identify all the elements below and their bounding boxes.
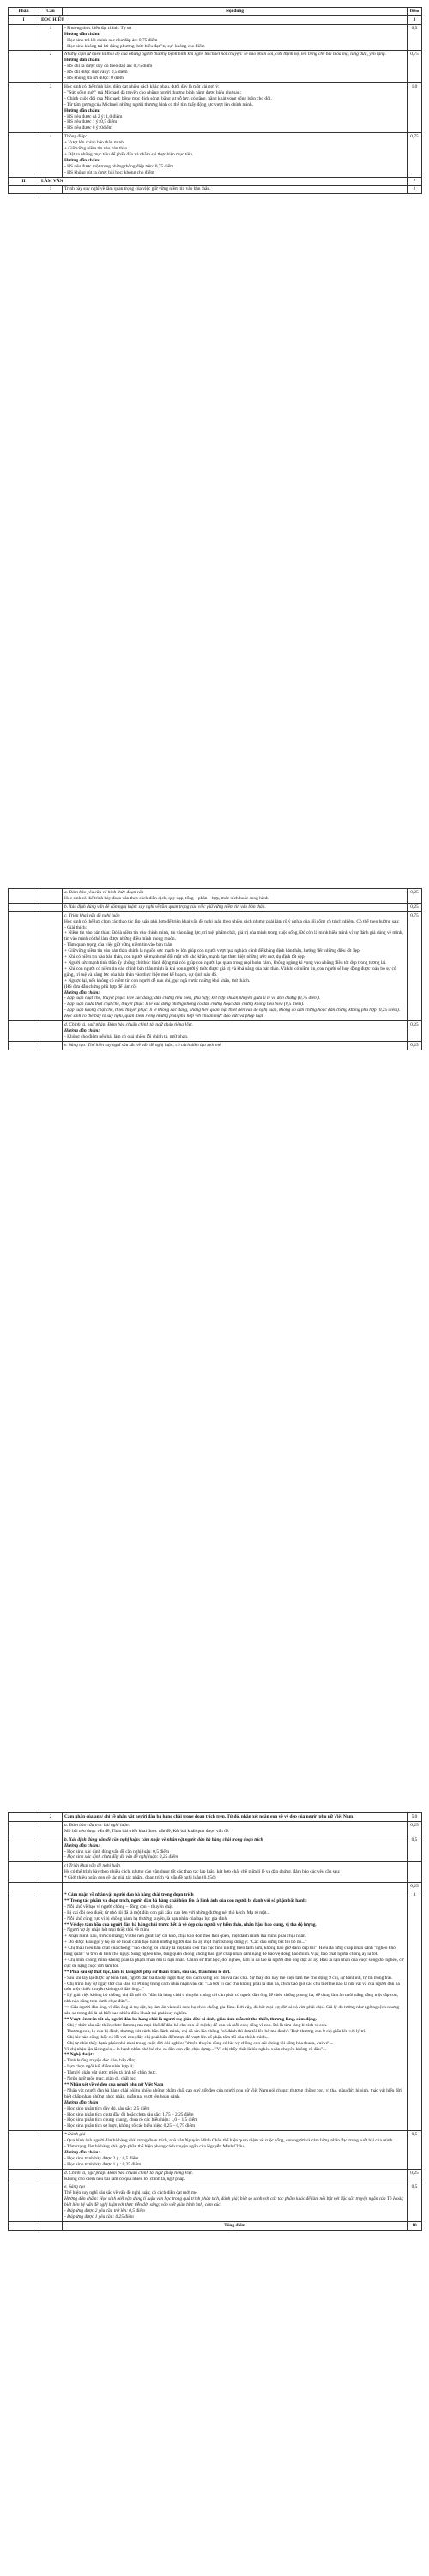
answer-line: - Học sinh trả lời chính xác như đáp án: 0,75 điểm [64, 37, 158, 43]
answer-line: (HS đưa dẫn chứng phù hợp để làm rõ) [64, 984, 137, 990]
essay-criteria-paragraph [9, 889, 422, 1050]
answer-line: ** Trong tác phẩm và đoạn trích, người đàn bà hàng chài hiện lên là hình ảnh của con người bị đánh với số phận bất hạnh: [64, 1897, 307, 1903]
answer-line: + Người sức mạnh tinh thần ấy không chỉ thúc hành động mà còn giúp con người lạc quan trong mọi hoàn cảnh, không ngừng kì vọng vào những điều tốt đẹp trong tương lai. [64, 959, 387, 965]
answer-line: + Ngược lại, nếu không có niềm tin con người dễ nản chí, gục ngã trước những khó khăn, thử thách. [64, 977, 251, 984]
total-label: Tổng điểm [63, 2221, 408, 2230]
section-row-reading [9, 15, 422, 24]
answer-content [63, 1862, 408, 1883]
answer-line: a. Đảm bảo yêu cầu về hình thức đoạn văn [64, 890, 144, 895]
answer-line: e. Sáng tạo: Thể hiện suy nghĩ sâu sắc về vấn đề nghị luận; có cách diễn đạt mới mẻ [64, 1042, 221, 1048]
answer-content [63, 24, 408, 51]
answer-content [63, 51, 408, 83]
answer-line: - HS nêu được 0 ý: 0điểm [64, 125, 112, 131]
answer-line: Hướng dẫn chấm: [64, 58, 100, 64]
answer-line: - Tình huống truyện độc đáo, hấp dẫn; [64, 2058, 136, 2064]
answer-line: * Cảm nhận về nhân vật người đàn bà hàng chài trong đoạn trích [64, 1891, 194, 1897]
section-score: 3 [408, 15, 422, 24]
answer-line: * Giới thiệu ngắn gọn về tác giả, tác phẩm, đoạn trích và vấn đề nghị luận (0,25đ) [64, 1875, 216, 1881]
row-score: 0,5 [408, 24, 422, 51]
table-row [9, 1021, 422, 1042]
answer-line: - Tầm quan trọng của việc giữ vững niềm tin vào bản thân [64, 942, 172, 948]
table-row [9, 903, 422, 911]
answer-line: Hướng dẫn chấm: [64, 157, 100, 163]
answer-line: ** Vượt lên trên tất cả, người đàn bà hàng chài là người mẹ giàu đức hi sinh, giàu tình mẫu tử tha thiết, thương lòng, cảm động. [64, 2017, 317, 2022]
answer-line: Hướng dẫn chấm: [64, 107, 100, 113]
answer-line: Học sinh có thể trình bày, diễn đạt nhiều cách khác nhau, dưới đây là một vài gợi ý: [64, 83, 220, 89]
answer-line: Hướng dẫn chấm [64, 2099, 99, 2105]
answer-line: - Học sinh trình bày được 2 ý : 0,5 điểm [64, 2155, 139, 2161]
answer-line: Thể hiện suy nghĩ sâu sắc về vấn đề nghị luận; có cách diễn đạt mới mẻ [64, 2190, 197, 2196]
answer-line: e. Sáng tạo [64, 2184, 86, 2190]
answer-line: - HS không trả lời được: 0 điểm [64, 76, 124, 82]
table-row [9, 1862, 422, 1883]
page-2 [8, 888, 421, 1050]
answer-content [63, 2169, 408, 2183]
answer-line: - Ngôn ngữ mộc mạc, giản dị, chất lục. [64, 2076, 137, 2082]
section-part-num: II [9, 177, 39, 186]
answer-line: - Thương con, lo con bị đánh, thương xót cảnh hắn đánh mình, chị đã xin lão chồng "có đánh thì đưa tôi lên bờ mà đánh". Tình thương con ở chị giấu lên với lý trí. [64, 2028, 366, 2034]
answer-line: ** Nhận xét về vẻ đẹp của người phụ nữ Việt Nam [64, 2081, 164, 2087]
answer-line: - Học sinh phân tích chưa đầy đủ hoặc chưa sâu sắc: 1,75 – 2,25 điểm [64, 2111, 194, 2117]
row-score: 0,75 [408, 133, 422, 177]
answer-content [63, 2183, 408, 2221]
question-score: 5,0 [408, 1813, 422, 1822]
answer-line: - Học sinh phân tích chung chung, chưa rõ các biểu hiện: 1,0 – 1,5 điểm [64, 2117, 198, 2123]
answer-line: - Lựa chọn ngôi kể, điểm nhìn hợp lí; [64, 2064, 134, 2070]
answer-line: ** Phía sau sự thất học, làm lũ là người phụ nữ thâm trầm, sâu sắc, thấu hiểu lẽ đời. [64, 1969, 231, 1975]
answer-line: - Không cho điểm nếu bài làm có quá nhiều lỗi chính tả, ngữ pháp. [64, 1033, 189, 1039]
answer-line: - Lập luận không chặt chẽ, thiếu thuyết phục: lí lẽ không xác đáng, không liên quan mật thiết đến vấn đề nghị luận, không có dẫn chứng hoặc dẫn chứng không phù hợp (0,25 điểm). [64, 1008, 401, 1014]
section-row-writing [9, 177, 422, 186]
answer-line: => Câu người đàn ông, vì đàn ông là trụ cột, họ làm ăn và nuôi con; họ chèo chống gia đình. Bởi vậy, dù bất mọi vợ, đời ai và vừa phải chịu. Cái lý do tưởng như ngờ nghệch nhưng sâu xa trong đó là cả biết bao nhiêu điều khuất tủi phải suy nghĩm. [64, 2005, 400, 2017]
answer-line: - HS chỉ ra được đầy đủ theo đáp án: 0,75 điểm [64, 64, 153, 70]
table-row [9, 133, 422, 177]
answer-line: Hướng dẫn chấm: Học sinh biết vận dụng lí luận văn học trong quá trình phân tích, đánh giá; biết so sánh với các tác phẩm khác để làm nổi bật nét đặc sắc truyện ngắn của Tô Hoài; biết liên hệ vấn đề nghị luận với thực tiễn đời sống; văn viết giàu hình ảnh, cảm xúc. [64, 2196, 404, 2208]
answer-line: - Học sinh phân tích sơ lược, không rõ các biểu hiện: 0,25 – 0,75 điểm [64, 2123, 196, 2129]
answer-line: - Giải thích: [64, 924, 88, 930]
table-row [9, 82, 422, 132]
answer-line: - Chị lúc nào cũng thấy có lỗi với con; đây chị phải bấu điểm tựa để vượt lên số phận tăm tối của chính mình... [64, 2034, 269, 2040]
header-content: Nội dung [63, 8, 408, 16]
answer-line: + Vượt lên chính bản thân mình [64, 140, 124, 146]
answer-line: + Đặt ra những mục tiêu để phấn đấu và nhắm sai thực hiện mục tiêu. [64, 151, 194, 157]
question-text: Cảm nhận của anh/ chị về nhân vật người đàn bà hàng chài trong đoạn trích trên. Từ đó, nhận xét ngắn gọn về vẻ đẹp của người phụ nữ Việt Nam. [63, 1813, 408, 1822]
answer-line: - Tâm trạng đàn bà hàng chài góp phần thể hiện phong cách truyện ngắn của Nguyễn Minh Châu. [64, 2144, 245, 2150]
answer-line: - "Sức sống mới" mà Michael đã truyền cho những người thương binh năng được hiểu như sau: [64, 89, 241, 95]
answer-line: + Niềm tin vào bản thân: Đó là niềm tin vào chính mình, tin vào năng lực, trí tuệ, phẩm chất, giá trị của mình trong cuộc sống. Đó còn là mình hiểu mình và tự đánh giá đúng về mình, tin vào mình có thể làm được những điều mình mong muốn. [64, 930, 403, 942]
essay-criteria-literary [9, 1821, 422, 2221]
header-part: Phần [9, 8, 39, 16]
row-score: 0,5 [408, 2183, 422, 2221]
table-row [9, 1821, 422, 1836]
answer-content [63, 1021, 408, 1042]
answer-line: - Người vợ ấy nhận hết mọi thiệt thòi về mình [64, 1927, 150, 1934]
answer-line: - Lập luận chặt chẽ, thuyết phục: lí lẽ xác đáng; dẫn chứng tiêu biểu, phù hợp; kết hợp nhuần nhuyễn giữa lí lẽ và dẫn chứng (0,75 điểm). [64, 996, 321, 1002]
answer-line: - Chị tự nhìn thấy hạnh phúc nhỏ nhoi trong cuộc đời đói nghèo: "ở trên thuyền cũng có lúc vợ chồng con cái chúng tôi sống hòa thuận, vui vẻ"... [64, 2040, 334, 2046]
answer-line: Thông điệp: [64, 134, 88, 140]
answer-line: c. Triển khai vấn đề nghị luận [64, 912, 120, 918]
answer-line: ** Nghệ thuật: [64, 2052, 94, 2058]
answer-line: - Phương thức biểu đạt chính: Tự sự [64, 25, 132, 31]
row-score: 0,25 [408, 2169, 422, 2183]
answer-content [63, 911, 408, 1020]
answer-line: - HS nêu được 1 ý: 0,5 điểm [64, 119, 118, 125]
answer-table-page-3 [8, 1812, 422, 2231]
header-question: Câu [39, 8, 63, 16]
answer-line: * Đánh giá [64, 2132, 86, 2138]
answer-line: Học sinh có thể bày tỏ suy nghĩ, quan điểm riêng nhưng phải phù hợp với chuẩn mực đạo đức và pháp luật. [64, 1014, 264, 1020]
total-row [9, 2221, 422, 2230]
answer-line: - Bị cái đói đeo đuổi; từ nhỏ tôi đã là một đứa con gái xấu; cao lớn với những đường nét thô kệch. Mụ rỗ mặt... [64, 1909, 270, 1915]
answer-line: + Chị nhìn chồng mình không phải là phạm nhân mà là nạn nhân. Chính sự thất học, đói nghèo, làm lũ đã tạo ra người đàn ông độc ác ấy. Hầu là nạn nhân của cuộc sống đói nghèo, cơ cực đè nặng cuộc đời tăm tối. [64, 1957, 404, 1969]
reading-questions [9, 24, 422, 177]
answer-line: Hướng dẫn chấm: [64, 1842, 100, 1848]
question-num: 1 [39, 24, 63, 51]
answer-line: a. Đảm bảo cấu trúc bài nghị luận: [64, 1822, 130, 1828]
answer-line: - Qua hình ảnh người đàn bà hàng chài trong đoạn trích, nhà văn Nguyễn Minh Châu thể hiện quan niệm về cuộc sống, con người và cảm hứng nhân đạo trong suốt bài của mình. [64, 2138, 394, 2144]
answer-line: Không cho điểm nếu bài làm có quá nhiều lỗi chính tả, ngữ pháp. [64, 2176, 186, 2182]
answer-line: - Học sinh xác định chưa đầy đủ vấn đề nghị luận: 0,25 điểm [64, 1854, 178, 1860]
answer-line: - Đáp ứng được 2 yêu cầu trở lên: 0,5 điểm [64, 2208, 145, 2214]
table-row [9, 1041, 422, 1050]
answer-line: - Tâm lý nhân vật được miêu tả tinh tế, chân thực. [64, 2070, 157, 2076]
answer-line: - Nhân vật người đàn bà hàng chài hội tụ nhiều những phẩm chất cao quý, tốt đẹp của người phụ nữ Việt Nam nói chung: thương chồng con, vị tha, giàu đức hi sinh, tháo vát hiểu đời, biết chấp nhận những nhọc nhằn, nhẫn nại vượt lên hoàn cảnh. [64, 2087, 403, 2099]
section-score: 7 [408, 177, 422, 186]
row-score: 0,5 [408, 2131, 422, 2169]
answer-line: - Học sinh phân tích đầy đủ, sâu sắc: 2,5 điểm [64, 2105, 150, 2111]
answer-line: - Lập luận chưa thật chặt chẽ, thuyết phục: lí lẽ xác đáng nhưng không có dẫn chứng hoặc dẫn chứng không tiêu biểu (0,5 điểm). [64, 1002, 305, 1008]
answer-line: + Nhận mình xấu, trời có mang; Vì thế nên gánh lấy cái khổ, chịu khó đòn mọi thói quen, một đánh mình mà mình phải chịu nhẫn. [64, 1934, 307, 1940]
answer-content [63, 903, 408, 911]
row-score: 0,25 [408, 889, 422, 904]
table-row [9, 2131, 422, 2169]
answer-line: d. Chính tả, ngữ pháp: Đảm bảo chuẩn chính tả, ngữ pháp tiếng Việt. [64, 1022, 193, 1028]
page-1 [8, 7, 421, 194]
answer-line: + Giữ vững niềm tin vào bản thân. [64, 146, 129, 152]
answer-line: - Chị trình bày sự ngây thơ của Đẩu và Phùng trong cách nhìn nhận vấn đề: "Là bởi vì các chú không phải là đàn bà, chưa bao giờ các chú biết thế nào là nỗi vất vả của người đàn bà trên một chiếc thuyền không có đàn ông..." [64, 1981, 400, 1993]
section-title: ĐỌC HIỂU [39, 15, 408, 24]
table-row [9, 889, 422, 904]
answer-table-page-2 [8, 888, 422, 1050]
answer-line: - HS nêu được một trong những thông điệp trên: 0,75 điểm [64, 163, 174, 169]
answer-content [63, 889, 408, 904]
answer-line: - Chị ý thức sâu sắc thiên chức làm mẹ mà mọi khổ để đàn bà cho con sẽ mệnh; để con và mỗi con; sống vì con. Đó là tâm lòng bi tích vì con. [64, 2022, 328, 2028]
essay-question-head-row [9, 1813, 422, 1822]
answer-line: - Học sinh xác định đúng vấn đề cần nghị luận: 0,5 điểm [64, 1848, 170, 1854]
answer-content [63, 1041, 408, 1050]
question-num: 3 [39, 82, 63, 132]
answer-line: - Đáp ứng được 1 yêu cầu: 0,25 điểm [64, 2214, 134, 2220]
answer-content [63, 1836, 408, 1862]
answer-line: - HS nêu được cả 2 ý: 1,0 điểm [64, 113, 123, 119]
answer-line: + Do được Đẩu gọi ý họ đó để thoát cảnh bạo hành nhưng người đàn bà ấy một mực không đồng ý: "Các chú đừng bắt tôi bỏ nó..." [64, 1940, 307, 1946]
answer-line: Hướng dẫn chấm: [64, 2149, 100, 2155]
answer-line: - Nỗi khổ về bạo vì người chồng – đồng con – thuyền chật. [64, 1903, 174, 1909]
answer-line: Học sinh có thể trình bày đoạn văn theo cách diễn dịch, quy nạp, tổng – phân – hợp, móc xích hoặc song hành [64, 895, 269, 901]
question-text: Trình bày suy nghĩ về tầm quan trọng của việc giữ vững niềm tin vào bản thân. [63, 186, 408, 194]
question-num: 2 [39, 1813, 63, 1822]
table-row [9, 1836, 422, 1862]
answer-line: + Giữ vững niềm tin vào bản thân chính là nguồn sức mạnh to lớn giúp con người vượt qua nghịch cảnh để khẳng định bản thân, hướng đến những điều tốt đẹp. [64, 948, 361, 954]
answer-line: - Từ tấm gương của Michael, những người thương binh có thể tìm thấy động lực vượt lên chính mình. [64, 101, 253, 107]
answer-line: Vì chị nhận lặn lắc nghèo... lo hạnh nhân nhỏ bé cho cả đàn con vẫn chịu đựng... "Vì chị thấy chất là lúc nghèo xoàn chuyên không có đâu"... [64, 2046, 326, 2052]
answer-line: + Khi có niềm tin vào bản thân, con người sẽ mạnh mẽ đối mặt với khó khăn, mạnh dạn thực hiện những ước mơ, dự định tốt đẹp. [64, 954, 305, 960]
row-score [408, 1862, 422, 1883]
section-part-num: I [9, 15, 39, 24]
question-num: 4 [39, 133, 63, 177]
total-score: 10 [408, 2221, 422, 2230]
answer-line: Học sinh có thể lựa chọn các thao tác lập luận phù hợp để triển khai vấn đề nghị luận theo nhiều cách nhưng phải làm rõ ý nghĩa của lối sống có trách nhiệm. Có thể theo hướng sau: [64, 918, 400, 924]
answer-line: + Chị thấu hiểu bản chất của chồng: "lão chồng tôi khi ấy là một anh con trai cục tính nhưng hiền lành lắm, không bao giờ đánh đập tôi". Hiểu đã từng chấp nhận cảnh "nghèo khó, túng quẫn" vì trên đi lính cho ngụy. Sống nghèo khổ, túng quẫn chồng không bao giờ chấp nhận cảm nặng để bảo vệ đồng bào mình. Vậy, bao chất người chồng ấy là tốt. [64, 1946, 397, 1958]
writing-question-row [9, 186, 422, 194]
table-row [9, 2169, 422, 2183]
answer-line: Những cụm từ miêu tả thái độ của những người thương bệnh binh khi nghe Michael nói chuyện: sẽ nào phấn đối, cơn thịnh nộ, lên tiếng chê bai thóa mạ, tăng dữa, yên lặng. [64, 52, 386, 58]
row-score: 0,25 [408, 1821, 422, 1836]
answer-line: + Khi con người có niềm tin vào chính bản thân mình là khi con người ý thức được giá trị và khả năng của bản thân. Và khi có niềm tin, con người sẽ huy động được toàn bộ sự cố gắng, trí tuệ và năng lực của bản thân vào thực hiện một kế hoạch, dự định nào đó. [64, 965, 396, 977]
answer-table-page-1 [8, 7, 422, 194]
answer-content [63, 1891, 408, 2130]
answer-line: - Lý giải việc không bỏ chồng, chị đã nói rõ: "đàn bà hàng chài ở thuyền chúng tôi cần phải có người đàn ông để chèo chống phong ba, để cùng làm ăn nuôi nấng đằng một sắp con, nhà nào cũng trên dưới chục đứa"... [64, 1993, 398, 2005]
table-row [9, 51, 422, 83]
answer-content [63, 2131, 408, 2169]
answer-content [63, 1821, 408, 1836]
question-score: 2 [408, 186, 422, 194]
answer-content [63, 133, 408, 177]
answer-line: - Học sinh không trả lời đúng phương thức biểu đạt "tự sự" không cho điểm [64, 43, 205, 49]
answer-line: - Học sinh trình bày được 1 ý : 0,25 điểm [64, 2161, 142, 2167]
page-3 [8, 1812, 421, 2231]
answer-line: - Chính cuộc đời của Michael: bông mọc dịch sống, bằng sự nỗ lực, có gắng, bằng khát vọng sống luôn cho đời. [64, 95, 272, 101]
header-score: Điểm [408, 8, 422, 16]
row-score: 0,25 [408, 1883, 422, 1891]
question-num: 2 [39, 51, 63, 83]
row-score: 1,0 [408, 82, 422, 132]
table-row [9, 911, 422, 1020]
answer-content [63, 82, 408, 132]
row-score: 4 [408, 1891, 422, 2130]
table-row [9, 1891, 422, 2130]
answer-line: - Nỗi khổ cùng cực vì bị chồng hành hạ thường xuyên, là nạn nhân của bạo lực gia đình. [64, 1915, 228, 1921]
answer-line: b. Xác định đúng vấn đề cần nghị luận: suy nghĩ về tầm quan trọng của việc giữ vững niềm tin vào bản thân. [64, 904, 266, 910]
answer-content [63, 1883, 408, 1891]
answer-line: b. Xác định đúng vấn đề cần nghị luận: cảm nhận về nhân vật người đàn bà hàng chài trong đoạn trích [64, 1836, 263, 1842]
table-header-row [9, 8, 422, 16]
answer-line: Mở bài nêu được vấn đề, Thân bài triển khai được vấn đề, Kết bài khái quát được vấn đề. [64, 1828, 230, 1834]
row-score: 0,25 [408, 1041, 422, 1050]
row-score: 0,75 [408, 51, 422, 83]
answer-line: ** Vẻ đẹp tâm hồn của người đàn bà hàng chài trước hết là vẻ đẹp của người vợ hiền thảo, nhân hậu, bao dung, vị tha độ lượng. [64, 1921, 317, 1927]
row-score: 0,25 [408, 1021, 422, 1042]
answer-line: Hs có thể trình bày theo nhiều cách, nhưng cần vận dụng tốt các thao tác lập luận, kết hợp chặt chẽ giữa lí lẽ và dẫn chứng, đảm bảo các yêu cầu sau: [64, 1869, 341, 1875]
question-num: 1 [39, 186, 63, 194]
answer-line: d. Chính tả, ngữ pháp: Đảm bảo chuẩn chính tả, ngữ pháp tiếng Việt. [64, 2170, 193, 2176]
table-row [9, 2183, 422, 2221]
answer-line: - HS không rút ra được bài học: không cho điểm [64, 169, 154, 175]
answer-line: Hướng dẫn chấm: [64, 1027, 100, 1033]
table-row [9, 1883, 422, 1891]
answer-line: Hướng dẫn chấm: [64, 31, 100, 37]
row-score: 0,25 [408, 903, 422, 911]
answer-line: - HS chỉ được một vài ý: 0,5 điểm [64, 70, 128, 76]
table-row [9, 24, 422, 51]
answer-line: Hướng dẫn chấm: [64, 990, 100, 996]
row-score: 0,75 [408, 911, 422, 1020]
answer-line: - Sau khi lây lại được sự bình tĩnh, người đàn bà đã đột ngột thay đổi cách xưng hô: đổi và các chú. Sự thay đổi này thể hiện tâm thế chủ động ở chị, sự bản lĩnh, tự tin trong trải. [64, 1975, 393, 1981]
section-title: LÀM VĂN [39, 177, 408, 186]
answer-line: c) Triển khai vấn đề nghị luận [64, 1863, 120, 1869]
row-score: 0,5 [408, 1836, 422, 1862]
